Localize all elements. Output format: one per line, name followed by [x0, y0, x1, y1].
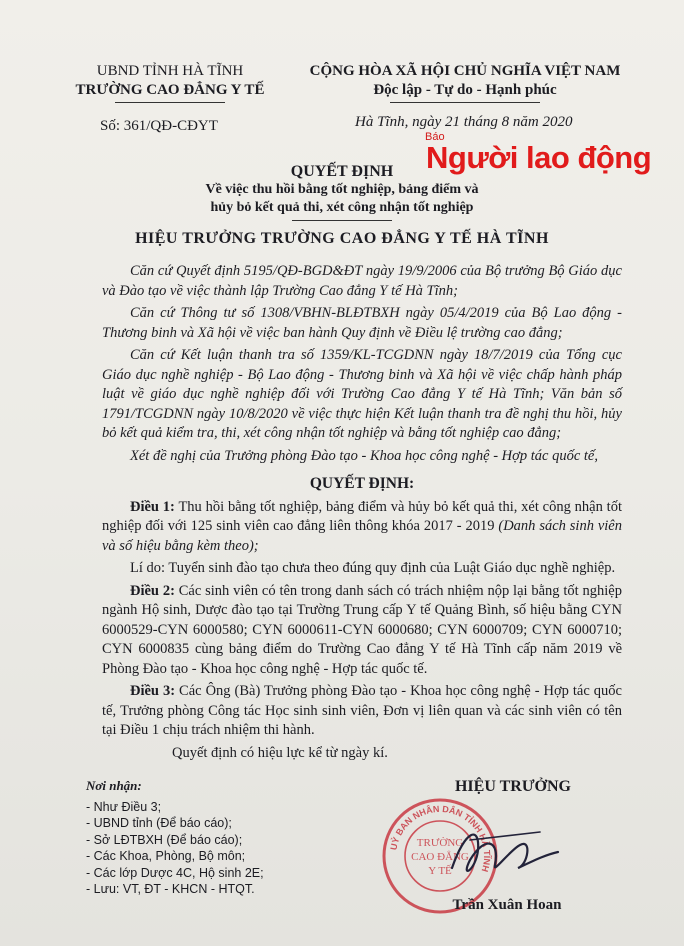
document-date: Hà Tĩnh, ngày 21 tháng 8 năm 2020: [355, 114, 573, 130]
issuing-organization: [60, 62, 280, 103]
recipient-item: - UBND tỉnh (Để báo cáo);: [86, 816, 232, 830]
org-underline: [115, 102, 225, 103]
article-2: [102, 582, 622, 680]
nation-line-2: Độc lập - Tự do - Hạnh phúc: [373, 82, 557, 98]
stamp-outer-text: UỶ BAN NHÂN DÂN TỈNH HÀ TĨNH: [388, 803, 493, 873]
recipient-item: - Như Điều 3;: [86, 799, 162, 814]
article-1-text: Thu hồi bằng tốt nghiệp, bảng điểm và hủy bỏ kết quả thi, xét công nhận tốt nghiệp đối với 125 sinh viên cao đẳng liên thông khóa 2017 - 2019: [102, 498, 622, 534]
preamble-paragraph: Xét đề nghị của Trưởng phòng Đào tạo - Khoa học công nghệ - Hợp tác quốc tế,: [130, 447, 598, 464]
national-motto: [300, 62, 630, 103]
document-subject: [0, 181, 684, 217]
stamp-line-3: Y TẾ: [428, 865, 452, 877]
recipient-item: - Sở LĐTBXH (Để báo cáo);: [86, 832, 243, 847]
recipients-title: Nơi nhận:: [86, 778, 142, 793]
stamp-line-2: CAO ĐẲNG: [411, 851, 469, 863]
signer-name: Trần Xuân Hoan: [452, 897, 562, 913]
recipient-item: - Các Khoa, Phòng, Bộ môn;: [86, 849, 246, 863]
org-line-1: UBND TỈNH HÀ TĨNH: [96, 63, 244, 79]
subject-underline: [292, 220, 392, 221]
article-1-note: (Danh sách sinh viên và số hiệu bằng kèm theo);: [102, 518, 622, 554]
document-number: Số: 361/QĐ-CĐYT: [100, 118, 218, 134]
signatory-title: HIỆU TRƯỞNG: [454, 778, 571, 795]
article-3-label: Điều 3:: [130, 683, 176, 699]
watermark-small-text: Báo: [425, 131, 445, 143]
decision-heading: QUYẾT ĐỊNH:: [309, 475, 415, 492]
preamble-paragraph: Căn cứ Quyết định 5195/QĐ-BGD&ĐT ngày 19/9/2006 của Bộ trưởng Bộ Giáo dục và Đào tạo về việc thành lập Trường Cao đẳng Y tế Hà Tĩnh;: [102, 263, 622, 299]
article-1-label: Điều 1:: [130, 498, 175, 515]
preamble-paragraph: Căn cứ Kết luận thanh tra số 1359/KL-TCGDNN ngày 18/7/2019 của Tổng cục Giáo dục nghề nghiệp - Bộ Lao động - Thương binh và Xã hội về việc chấp hành pháp luật về giáo dục nghề nghiệp đối với Trường Cao đẳng Y tế Hà Tĩnh; Văn bản số 1791/TCGDNN ngày 10/8/2020 về việc thực hiện Kết luận thanh tra đề nghị thu hồi, hủy bỏ kết quả kiểm tra, thi, xét công nhận tốt nghiệp và bằng tốt nghiệp cao đẳng;: [102, 347, 622, 441]
nation-line-1: CỘNG HÒA XÃ HỘI CHỦ NGHĨA VIỆT NAM: [309, 63, 621, 79]
document-title: QUYẾT ĐỊNH: [290, 163, 394, 180]
issuer-heading: HIỆU TRƯỞNG TRƯỜNG CAO ĐẲNG Y TẾ HÀ TĨNH: [135, 230, 549, 247]
article-3-text: Các Ông (Bà) Trưởng phòng Đào tạo - Khoa học công nghệ - Hợp tác quốc tế, Trưởng phòng Công tác Học sinh sinh viên, Đơn vị liên quan và các sinh viên có tên tại Điều 1 chịu trách nhiệm thi hành.: [102, 683, 622, 738]
motto-underline: [390, 102, 540, 103]
effective-clause: Quyết định có hiệu lực kể từ ngày kí.: [172, 744, 388, 761]
article-3: [102, 682, 622, 741]
preamble-paragraph: Căn cứ Thông tư số 1308/VBHN-BLĐTBXH ngày 05/4/2019 của Bộ Lao động - Thương binh và Xã hội về việc ban hành Quy định về Điều lệ trường cao đẳng;: [102, 305, 622, 341]
watermark-logo: Người lao động: [426, 140, 652, 175]
document-body: [102, 262, 622, 766]
article-2-label: Điều 2:: [130, 582, 175, 599]
article-1-reason: Lí do: Tuyển sinh đào tạo chưa theo đúng quy định của Luật Giáo dục nghề nghiệp.: [130, 560, 616, 576]
recipient-item: - Các lớp Dược 4C, Hộ sinh 2E;: [86, 865, 264, 880]
recipients-block: [86, 778, 336, 898]
subject-line-1: Về việc thu hồi bằng tốt nghiệp, bảng điểm và: [205, 182, 479, 197]
org-line-2: TRƯỜNG CAO ĐẲNG Y TẾ: [75, 82, 265, 98]
subject-line-2: hủy bỏ kết quả thi, xét công nhận tốt nghiệp: [210, 200, 474, 215]
article-1: [102, 498, 622, 557]
handwritten-signature: [440, 810, 570, 890]
stamp-line-1: TRƯỜNG: [416, 837, 464, 849]
recipient-item: - Lưu: VT, ĐT - KHCN - HTQT.: [86, 882, 255, 896]
article-2-text: Các sinh viên có tên trong danh sách có trách nhiệm nộp lại bằng tốt nghiệp ngành Hộ sinh, Dược đào tạo tại Trường Trung cấp Y tế Quảng Bình, số hiệu bằng CYN 6000529-CYN 6000580; CYN 6000611-CYN 6000680; CYN 6000709; CYN 6000710; CYN 6000835 cùng bảng điểm do Trường Cao đẳng Y tế Hà Tĩnh cấp năm 2019 về Phòng Đào tạo - Khoa học công nghệ - Hợp tác quốc tế.: [102, 582, 622, 677]
